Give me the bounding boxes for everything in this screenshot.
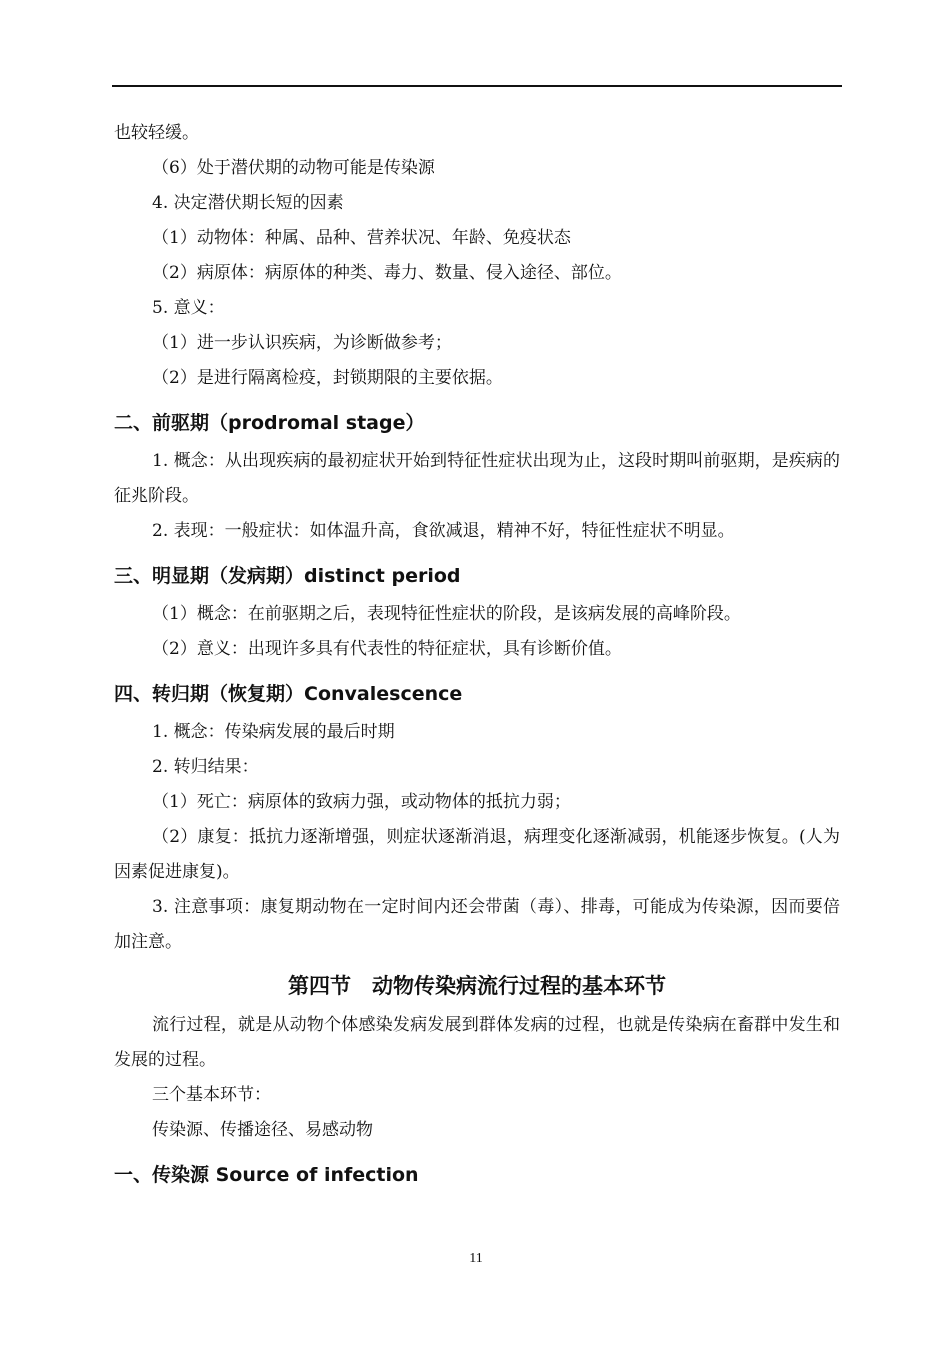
text-line: 2. 表现：一般症状：如体温升高，食欲减退，精神不好，特征性症状不明显。 [152,521,735,541]
text-line: （2）病原体：病原体的种类、毒力、数量、侵入途径、部位。 [152,263,622,283]
section-title: 第四节 动物传染病流行过程的基本环节 [288,974,666,998]
paragraph: 1. 概念：从出现疾病的最初症状开始到特征性症状出现为止，这段时期叫前驱期，是疾病的征兆阶段。 [114,451,840,506]
page-number: 11 [469,1251,483,1266]
text-line: 也较轻缓。 [114,123,199,143]
text-line: （1）死亡：病原体的致病力强，或动物体的抵抗力弱； [152,792,571,812]
heading-convalescence: 四、转归期（恢复期）Convalescence [114,683,463,705]
text-line: （1）概念：在前驱期之后，表现特征性症状的阶段，是该病发展的高峰阶段。 [152,604,741,624]
text-line: （1）动物体：种属、品种、营养状况、年龄、免疫状态 [152,228,571,248]
text-line: 1. 概念：传染病发展的最后时期 [152,722,395,742]
text-line: 5. 意义： [152,298,225,318]
paragraph: 3. 注意事项：康复期动物在一定时间内还会带菌（毒）、排毒，可能成为传染源，因而要倍加注意。 [114,897,840,952]
paragraph: 流行过程，就是从动物个体感染发病发展到群体发病的过程，也就是传染病在畜群中发生和发展的过程。 [114,1015,840,1070]
heading-source-of-infection: 一、传染源 Source of infection [114,1164,419,1186]
text-line: （6）处于潜伏期的动物可能是传染源 [152,158,435,178]
heading-prodromal-stage: 二、前驱期（prodromal stage） [114,412,425,434]
header-rule [112,85,842,87]
page-body [114,116,840,1196]
text-line: 2. 转归结果： [152,757,259,777]
text-line: 4. 决定潜伏期长短的因素 [152,193,344,213]
text-line: 传染源、传播途径、易感动物 [152,1120,373,1140]
text-line: （2）是进行隔离检疫，封锁期限的主要依据。 [152,368,503,388]
text-line: （2）意义：出现许多具有代表性的特征症状，具有诊断价值。 [152,639,622,659]
text-line: 三个基本环节： [152,1085,271,1105]
heading-distinct-period: 三、明显期（发病期）distinct period [114,565,461,587]
paragraph: （2）康复：抵抗力逐渐增强，则症状逐渐消退，病理变化逐渐减弱，机能逐步恢复。(人为因素促进康复)。 [114,827,840,882]
text-line: （1）进一步认识疾病，为诊断做参考； [152,333,452,353]
